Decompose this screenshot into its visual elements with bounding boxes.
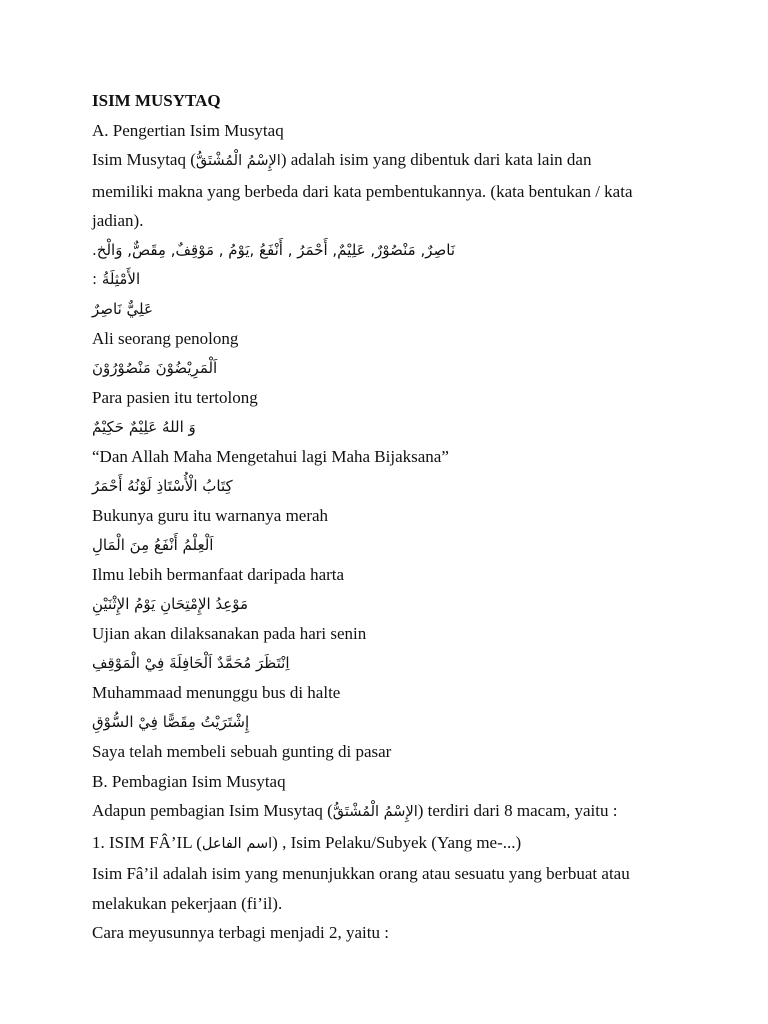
section-b-intro: Adapun pembagian Isim Musytaq (الإِسْمُ الْمُشْتَقُّ) terdiri dari 8 macam, yaitu : [92, 801, 618, 820]
section-a-heading: A. Pengertian Isim Musytaq [92, 120, 284, 140]
example-translation: “Dan Allah Maha Mengetahui lagi Maha Bijaksana” [92, 447, 449, 466]
example-arabic: إِشْتَرَيْتُ مِقَصًّا فِيْ السُّوْقِ [92, 712, 250, 731]
arabic-forms-list: نَاصِرٌ, مَنْصُوْرٌ, عَلِيْمٌ, أَحْمَرُ , أَنْفَعُ ,يَوْمُ , مَوْقِفٌ, مِقَصٌّ, وَالْخ. [92, 240, 455, 259]
example-arabic: وَ اللهُ عَلِيْمٌ حَكِيْمٌ [92, 417, 196, 436]
document-title: ISIM MUSYTAQ [92, 91, 221, 110]
item-1-description-line-2: melakukan pekerjaan (fi’il). [92, 893, 283, 913]
examples-label: الأَمْثِلَةُ : [92, 270, 141, 288]
example-translation: Ali seorang penolong [92, 329, 239, 348]
example-arabic: اَلْعِلْمُ أَنْفَعُ مِنَ الْمَالِ [92, 535, 214, 554]
example-arabic: مَوْعِدُ الإِمْتِحَانِ يَوْمُ الإِثْنَيْنِ [92, 594, 249, 613]
item-1-heading: 1. ISIM FÂ’IL (اسم الفاعل) , Isim Pelaku/Subyek (Yang me-...) [92, 832, 522, 852]
definition-arabic-term: الإِسْمُ الْمُشْتَقُّ [195, 153, 281, 169]
definition-line-2: memiliki makna yang berbeda dari kata pembentukannya. (kata bentukan / kata [92, 181, 633, 201]
item-1-arabic-term: اسم الفاعل [201, 835, 273, 852]
example-arabic: عَلِيٌّ نَاصِرٌ [92, 299, 153, 318]
item-1-method: Cara meyusunnya terbagi menjadi 2, yaitu : [92, 923, 389, 942]
example-translation: Para pasien itu tertolong [92, 388, 258, 407]
definition-post: ) adalah isim yang dibentuk dari kata lain dan [280, 150, 592, 169]
example-translation: Bukunya guru itu warnanya merah [92, 506, 329, 525]
example-arabic: اَلْمَرِيْضُوْنَ مَنْصُوْرُوْنَ [92, 358, 218, 377]
definition-pre: Isim Musytaq ( [92, 150, 196, 169]
example-translation: Ujian akan dilaksanakan pada hari senin [92, 624, 367, 643]
example-translation: Muhammaad menunggu bus di halte [92, 683, 341, 702]
document-page [92, 86, 692, 948]
example-arabic: اِنْتَظَرَ مُحَمَّدٌ اَلْحَافِلَةَ فِيْ الْمَوْقِفِ [92, 653, 290, 672]
example-arabic: كِتَابُ الْأُسْتَاذِ لَوْنُهُ أَحْمَرُ [92, 476, 233, 495]
item-1-description-line-1: Isim Fâ’il adalah isim yang menunjukkan orang atau sesuatu yang berbuat atau [92, 864, 630, 883]
example-translation: Ilmu lebih bermanfaat daripada harta [92, 565, 345, 584]
section-b-heading: B. Pembagian Isim Musytaq [92, 771, 286, 791]
example-translation: Saya telah membeli sebuah gunting di pasar [92, 742, 392, 761]
definition-line-1 [92, 145, 692, 177]
definition-line-3: jadian). [92, 211, 144, 230]
intro-arabic-term: الإِسْمُ الْمُشْتَقُّ [332, 804, 418, 820]
